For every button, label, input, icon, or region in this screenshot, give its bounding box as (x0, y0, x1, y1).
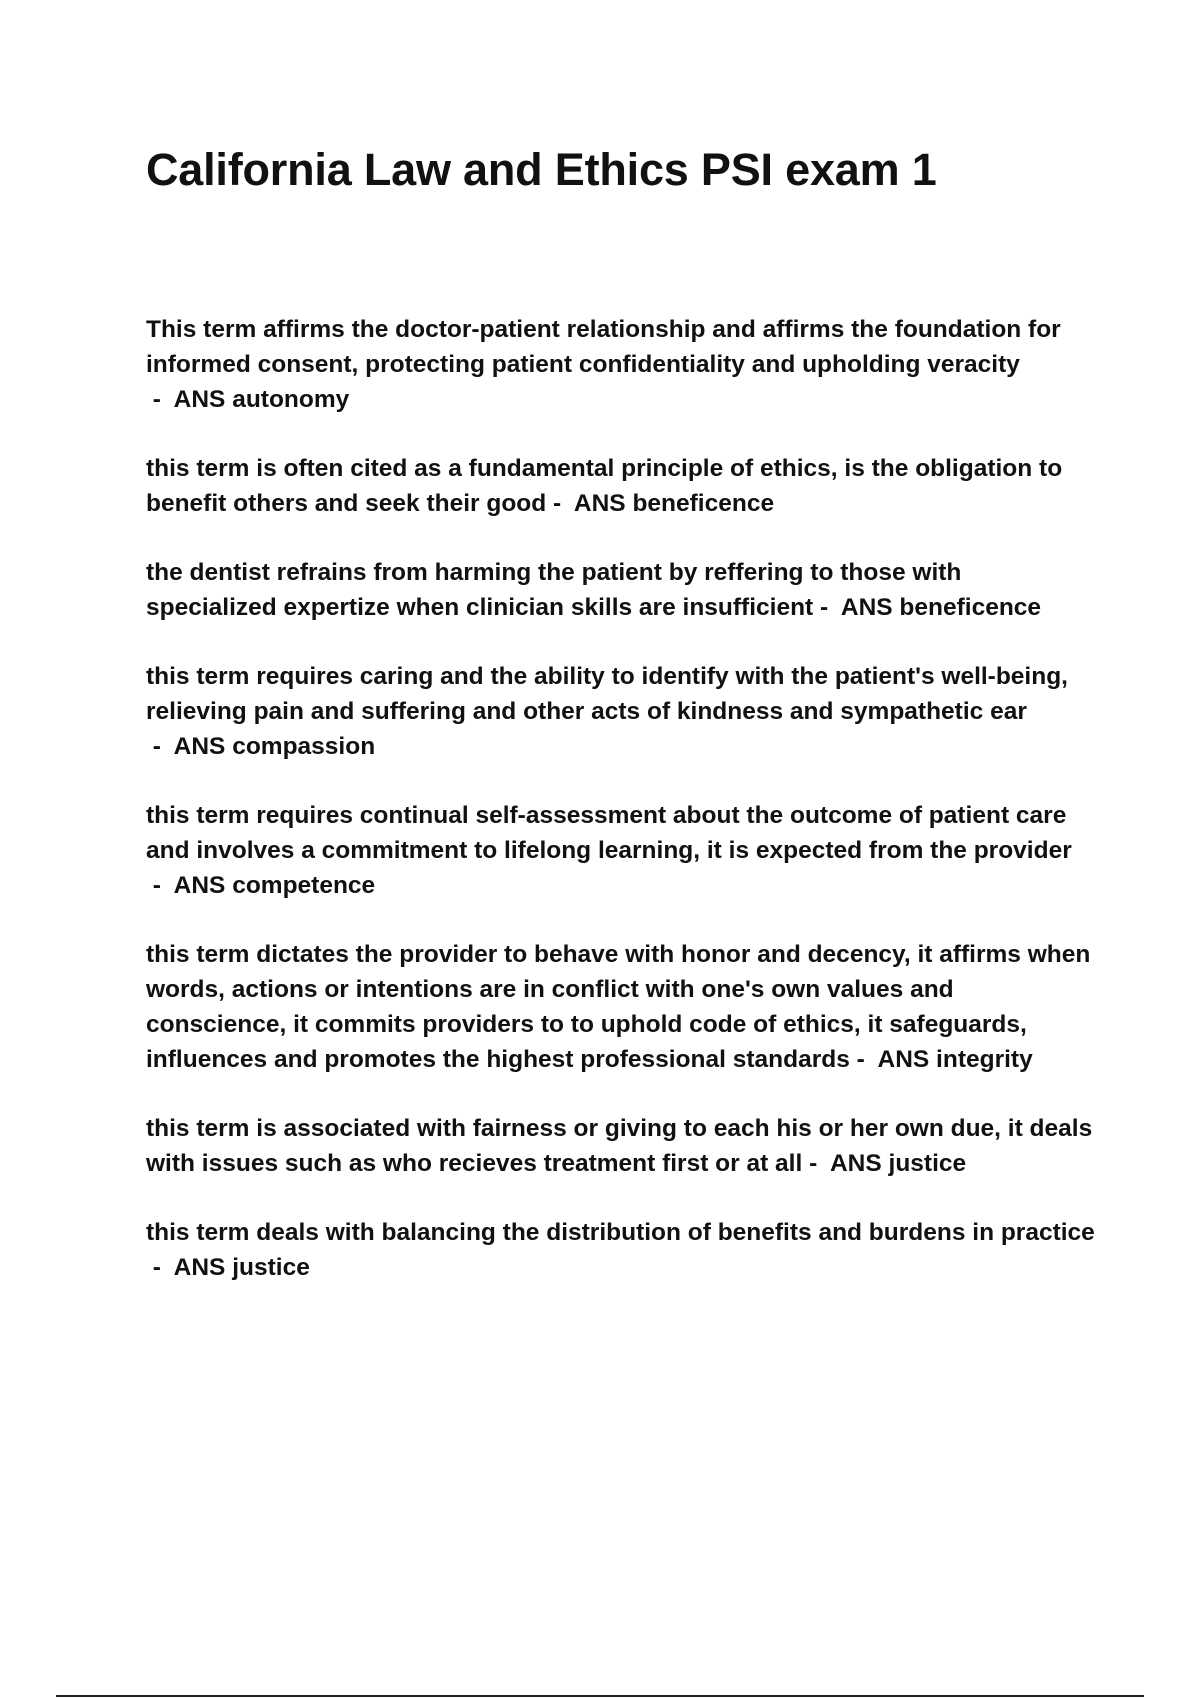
qa-item: this term requires caring and the ability to identify with the patient's well-being, relieving pain and suffering and other acts of kindness and sympathetic ear - ANS compassion (146, 663, 1068, 760)
qa-item: this term deals with balancing the distribution of benefits and burdens in practice - ANS justice (146, 1219, 1095, 1281)
qa-item: this term requires continual self-assessment about the outcome of patient care and involves a commitment to lifelong learning, it is expected from the provider - ANS competence (146, 802, 1072, 899)
question-text: this term dictates the provider to behave with honor and decency, it affirms when words, actions or intentions are in conflict with one's own values and conscience, it commits providers to to uphold code of ethics, it safeguards, influences and promotes the highest professional standards (146, 941, 1091, 1073)
answer-text: integrity (936, 1046, 1033, 1073)
answer-text: compassion (232, 733, 376, 760)
question-text: This term affirms the doctor-patient relationship and affirms the foundation for informed consent, protecting patient confidentiality and upholding veracity (146, 316, 1061, 378)
answer-prefix: ANS (573, 490, 626, 517)
qa-item: the dentist refrains from harming the patient by reffering to those with specialized expertize when clinician skills are insufficient - ANS beneficence (146, 559, 1042, 621)
answer-text: beneficence (899, 594, 1042, 621)
qa-list (146, 312, 1096, 1285)
question-text: this term requires caring and the ability to identify with the patient's well-being, relieving pain and suffering and other acts of kindness and sympathetic ear (146, 663, 1068, 725)
answer-text: beneficence (632, 490, 775, 517)
answer-prefix: ANS (877, 1046, 930, 1073)
question-text: this term requires continual self-assessment about the outcome of patient care and involves a commitment to lifelong learning, it is expected from the provider (146, 802, 1072, 864)
question-text: this term is associated with fairness or giving to each his or her own due, it deals with issues such as who recieves treatment first or at all (146, 1115, 1093, 1177)
qa-item: this term is often cited as a fundamental principle of ethics, is the obligation to benefit others and seek their good - ANS beneficence (146, 455, 1063, 517)
document-page (146, 140, 1096, 1319)
answer-prefix: ANS (840, 594, 893, 621)
document-title: California Law and Ethics PSI exam 1 (146, 144, 937, 195)
answer-text: competence (232, 872, 376, 899)
answer-prefix: ANS (173, 733, 226, 760)
answer-prefix: ANS (173, 872, 226, 899)
qa-item: This term affirms the doctor-patient relationship and affirms the foundation for informed consent, protecting patient confidentiality and upholding veracity - ANS autonomy (146, 316, 1061, 413)
answer-prefix: ANS (829, 1150, 882, 1177)
answer-text: justice (232, 1254, 310, 1281)
answer-prefix: ANS (173, 1254, 226, 1281)
answer-text: justice (888, 1150, 967, 1177)
qa-item: this term is associated with fairness or giving to each his or her own due, it deals with issues such as who recieves treatment first or at all - ANS justice (146, 1115, 1093, 1177)
answer-prefix: ANS (173, 386, 226, 413)
question-text: the dentist refrains from harming the patient by reffering to those with specialized expertize when clinician skills are insufficient (146, 559, 962, 621)
footer-divider (56, 1695, 1144, 1697)
answer-text: autonomy (232, 386, 350, 413)
question-text: this term is often cited as a fundamental principle of ethics, is the obligation to benefit others and seek their good (146, 455, 1063, 517)
qa-item: this term dictates the provider to behave with honor and decency, it affirms when words, actions or intentions are in conflict with one's own values and conscience, it commits providers to to uphold code of ethics, it safeguards, influences and promotes the highest professional standards - ANS integrity (146, 941, 1091, 1073)
question-text: this term deals with balancing the distribution of benefits and burdens in practice (146, 1219, 1095, 1246)
